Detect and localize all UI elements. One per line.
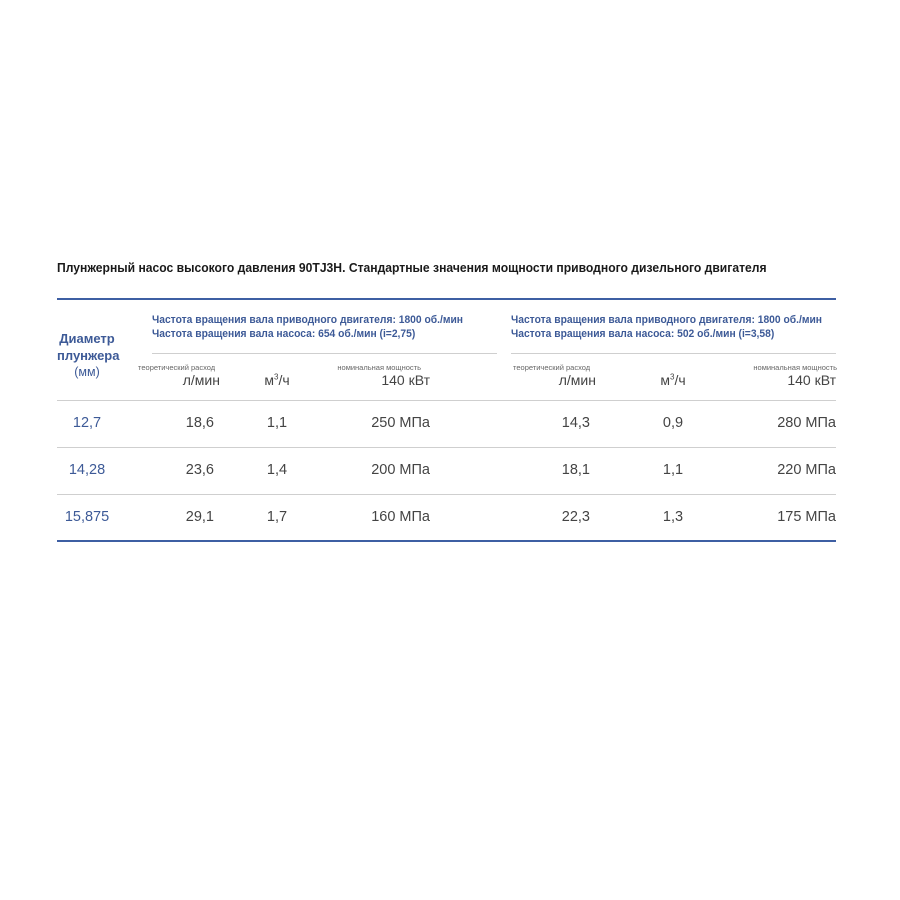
group-2-flow-unit: л/мин	[558, 372, 596, 388]
group-1-header	[152, 313, 463, 341]
row-1-g1-flow: 18,6	[185, 415, 214, 431]
row-1-g2-flow: 14,3	[561, 415, 590, 431]
table-title: Плунжерный насос высокого давления 90TJ3H. Стандартные значения мощности приводного дизельного двигателя	[57, 260, 767, 275]
row-3-g1-flow: 29,1	[185, 509, 214, 525]
row-1-g1-volume: 1,1	[266, 415, 288, 431]
group-1-header-rule	[152, 353, 497, 354]
group-2-power-caption: номинальная мощность	[753, 363, 837, 372]
group-2-volume-unit: $м^3/ч$	[660, 372, 686, 388]
group-2-header-rule	[511, 353, 836, 354]
group-2-power-value: 140 кВт	[787, 372, 836, 388]
group-2-flow-caption: теоретический расход	[513, 363, 591, 372]
header-separator	[57, 400, 836, 401]
row-2-g1-pressure: 200 МПа	[371, 462, 430, 478]
row-2-g2-pressure: 220 МПа	[777, 462, 836, 478]
group-1-volume-unit: $м^3/ч$	[264, 372, 290, 388]
diameter-column-header	[57, 330, 120, 381]
row-3-g2-flow: 22,3	[561, 509, 590, 525]
row-2-g2-volume: 1,1	[662, 462, 684, 478]
group-1-engine-speed: Частота вращения вала приводного двигателя: 1800 об./мин	[152, 314, 464, 326]
row-3-g2-volume: 1,3	[662, 509, 684, 525]
row-1-g2-pressure: 280 МПа	[777, 415, 836, 431]
group-1-pump-speed: Частота вращения вала насоса: 654 об./мин (i=2,75)	[152, 328, 416, 340]
row-1-separator	[57, 447, 836, 448]
row-3-diameter: 15,875	[64, 509, 110, 525]
row-3-g1-pressure: 160 МПа	[371, 509, 430, 525]
diameter-header-line2: плунжера	[57, 348, 120, 363]
row-1-diameter: 12,7	[72, 415, 102, 431]
table-bottom-rule	[57, 540, 836, 542]
row-1-g1-pressure: 250 МПа	[371, 415, 430, 431]
row-2-separator	[57, 494, 836, 495]
row-3-g2-pressure: 175 МПа	[777, 509, 836, 525]
row-3-g1-volume: 1,7	[266, 509, 288, 525]
group-1-flow-caption: теоретический расход	[138, 363, 216, 372]
row-1-g2-volume: 0,9	[662, 415, 684, 431]
diameter-header-line1: Диаметр	[59, 331, 115, 346]
row-2-g1-volume: 1,4	[266, 462, 288, 478]
row-2-g1-flow: 23,6	[185, 462, 214, 478]
table-top-rule	[57, 298, 836, 300]
group-2-header	[511, 313, 822, 341]
diameter-header-unit: (мм)	[74, 365, 100, 379]
row-2-g2-flow: 18,1	[561, 462, 590, 478]
group-1-power-value: 140 кВт	[381, 372, 430, 388]
group-2-pump-speed: Частота вращения вала насоса: 502 об./мин (i=3,58)	[511, 328, 775, 340]
group-1-flow-unit: л/мин	[182, 372, 220, 388]
group-2-engine-speed: Частота вращения вала приводного двигателя: 1800 об./мин	[511, 314, 823, 326]
row-2-diameter: 14,28	[68, 462, 106, 478]
group-1-power-caption: номинальная мощность	[337, 363, 421, 372]
